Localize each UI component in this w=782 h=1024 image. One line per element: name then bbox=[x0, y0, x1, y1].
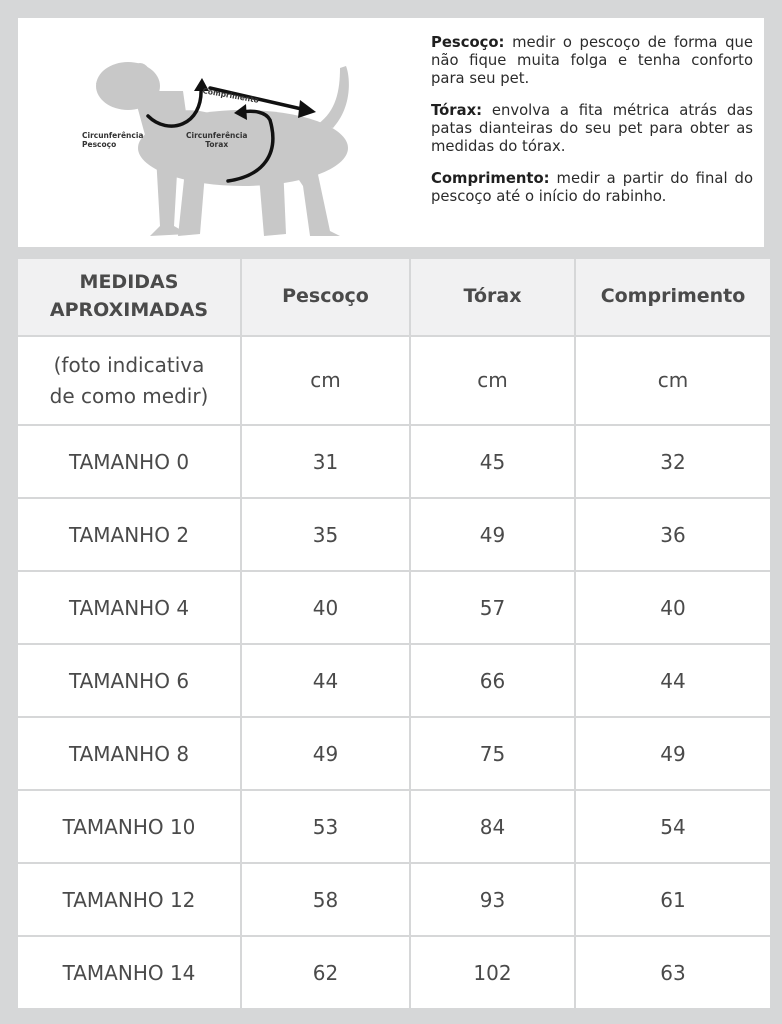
size-label-cell: TAMANHO 6 bbox=[18, 645, 240, 716]
measure-cell-pescoco: 62 bbox=[242, 937, 409, 1008]
measuring-guide-panel bbox=[18, 18, 764, 247]
term-pescoco: Pescoço: bbox=[431, 34, 505, 51]
photo-note-cell: (foto indicativa de como medir) bbox=[18, 337, 240, 424]
term-comprimento: Comprimento: bbox=[431, 170, 550, 188]
measure-cell-torax: 45 bbox=[411, 426, 574, 497]
measure-cell-comprimento: 61 bbox=[576, 864, 770, 935]
measure-cell-torax: 75 bbox=[411, 718, 574, 789]
measure-cell-comprimento: 40 bbox=[576, 572, 770, 643]
measure-cell-comprimento: 63 bbox=[576, 937, 770, 1008]
measure-cell-torax: 66 bbox=[411, 645, 574, 716]
measure-cell-pescoco: 40 bbox=[242, 572, 409, 643]
measure-cell-pescoco: 53 bbox=[242, 791, 409, 862]
size-label-cell: TAMANHO 0 bbox=[18, 426, 240, 497]
term-torax: Tórax: bbox=[431, 102, 483, 120]
size-label-cell: TAMANHO 8 bbox=[18, 718, 240, 789]
label-comprimento: Comprimento bbox=[201, 86, 260, 105]
header-torax: Tórax bbox=[411, 259, 574, 335]
text-torax: envolva a fita métrica atrás das patas dianteiras do seu pet para obter as medidas do tórax. bbox=[431, 102, 753, 156]
measure-cell-pescoco: 49 bbox=[242, 718, 409, 789]
measure-cell-pescoco: 58 bbox=[242, 864, 409, 935]
measure-cell-comprimento: 44 bbox=[576, 645, 770, 716]
label-circunferencia-pescoco: Circunferência Pescoço bbox=[82, 131, 144, 149]
dog-measurement-illustration bbox=[78, 36, 378, 246]
header-medidas: MEDIDAS APROXIMADAS bbox=[18, 259, 240, 335]
label-circunferencia-torax: Circunferência Torax bbox=[186, 131, 248, 149]
size-chart-table bbox=[18, 259, 764, 1007]
instruction-comprimento bbox=[431, 170, 753, 206]
measure-cell-torax: 57 bbox=[411, 572, 574, 643]
unit-cell: cm bbox=[242, 337, 409, 424]
size-label-cell: TAMANHO 2 bbox=[18, 499, 240, 570]
measure-cell-torax: 84 bbox=[411, 791, 574, 862]
header-pescoco: Pescoço bbox=[242, 259, 409, 335]
measure-cell-comprimento: 49 bbox=[576, 718, 770, 789]
size-label-cell: TAMANHO 4 bbox=[18, 572, 240, 643]
header-comprimento: Comprimento bbox=[576, 259, 770, 335]
unit-cell: cm bbox=[576, 337, 770, 424]
measuring-instructions bbox=[431, 34, 753, 220]
measure-cell-comprimento: 54 bbox=[576, 791, 770, 862]
measure-cell-pescoco: 35 bbox=[242, 499, 409, 570]
text-comprimento: medir a partir do final do pescoço até o início do rabinho. bbox=[431, 170, 753, 206]
text-pescoco: medir o pescoço de forma que não fique muita folga e tenha conforto para seu pet. bbox=[431, 34, 753, 88]
size-label-cell: TAMANHO 10 bbox=[18, 791, 240, 862]
measure-cell-torax: 102 bbox=[411, 937, 574, 1008]
size-label-cell: TAMANHO 14 bbox=[18, 937, 240, 1008]
measure-cell-pescoco: 31 bbox=[242, 426, 409, 497]
size-label-cell: TAMANHO 12 bbox=[18, 864, 240, 935]
unit-cell: cm bbox=[411, 337, 574, 424]
measure-cell-torax: 93 bbox=[411, 864, 574, 935]
instruction-pescoco bbox=[431, 34, 753, 88]
measure-cell-comprimento: 36 bbox=[576, 499, 770, 570]
measure-cell-pescoco: 44 bbox=[242, 645, 409, 716]
measure-cell-comprimento: 32 bbox=[576, 426, 770, 497]
instruction-torax bbox=[431, 102, 753, 156]
measure-cell-torax: 49 bbox=[411, 499, 574, 570]
